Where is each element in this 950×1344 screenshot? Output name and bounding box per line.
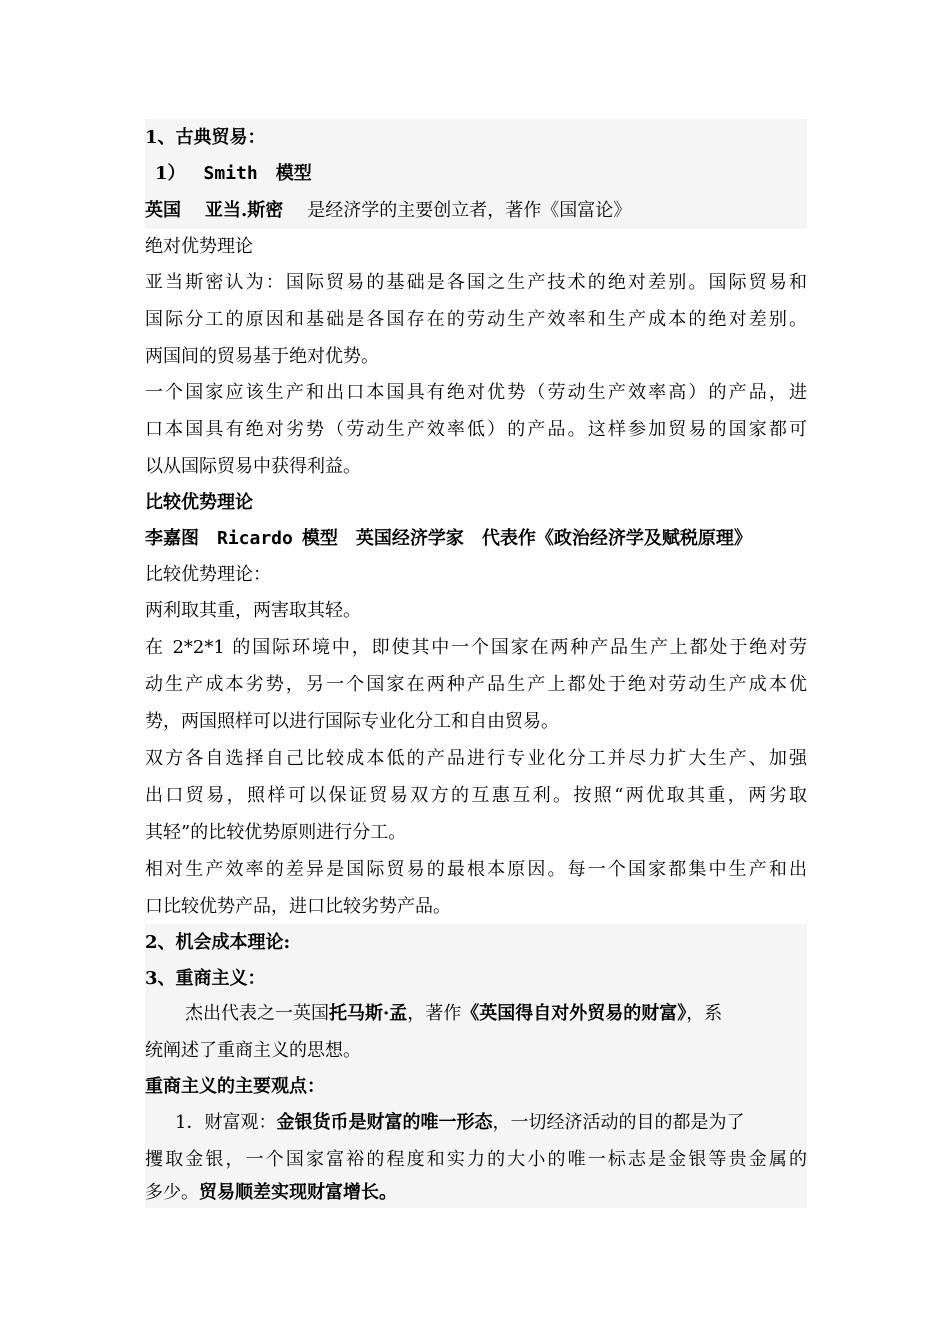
merc-p1-c: ，著作 [407,1003,462,1024]
smith-desc: 是经济学的主要创立者，著作《国富论》 [307,200,632,221]
smith-intro-line [145,192,807,229]
merc-point1-key: 金银货币是财富的唯一形态 [276,1112,493,1133]
section-3-heading: 3、重商主义： [145,960,807,997]
absolute-p2-line-2: 口本国具有绝对劣势（劳动生产效率低）的产品。这样参加贸易的国家都可 [145,419,807,440]
merc-point1-line-1 [145,1104,807,1141]
absolute-p1-line-1: 亚当斯密认为：国际贸易的基础是各国之生产技术的绝对差别。国际贸易和 [145,272,807,293]
merc-p1-line-1 [145,995,807,1032]
merc-point1-label: 1．财富观： [175,1112,277,1133]
comparative-p1-line-1: 在 2*2*1 的国际环境中，即使其中一个国家在两种产品生产上都处于绝对劳 [145,637,807,658]
absolute-advantage-title: 绝对优势理论 [145,236,253,257]
comparative-p2-line-2: 出口贸易，照样可以保证贸易双方的互惠互利。按照“两优取其重，两劣取 [145,785,807,806]
merc-p1-a: 杰出代表之一英国 [185,1003,329,1024]
absolute-p2-line-3: 以从国际贸易中获得利益。 [145,456,361,477]
merc-point1-l3b: 贸易顺差实现财富增长。 [199,1182,397,1203]
ricardo-work: 代表作《政治经济学及赋税原理》 [481,528,752,549]
merc-point1-rest: ，一切经济活动的目的都是为了 [492,1112,745,1133]
smith-model-heading [145,155,807,192]
section-1-heading: 1、古典贸易： [145,119,807,156]
merc-p1-e: ，系 [686,1003,723,1024]
comparative-motto: 两利取其重，两害取其轻。 [145,600,361,621]
smith-name: 亚当.斯密 [205,200,284,221]
comparative-p3-line-2: 口比较优势产品，进口比较劣势产品。 [145,896,451,917]
absolute-p1-line-2: 国际分工的原因和基础是各国存在的劳动生产效率和生产成本的绝对差别。 [145,309,807,330]
comparative-heading: 比较优势理论 [145,492,253,513]
thomas-mun-name: 托马斯·孟 [329,1003,408,1024]
ricardo-role: 英国经济学家 [355,528,464,549]
smith-model-number: 1） [155,163,186,184]
comparative-p3-line-1: 相对生产效率的差异是国际贸易的最根本原因。每一个国家都集中生产和出 [145,859,807,880]
smith-model-name: Smith [203,163,258,184]
merc-point1-line-3 [145,1178,807,1208]
merc-p1-line-2: 统阐述了重商主义的思想。 [145,1032,807,1069]
merc-point1-l3a: 多少。 [145,1182,199,1203]
section-2-heading: 2、机会成本理论: [145,924,807,961]
comparative-p1-line-2: 动生产成本劣势，另一个国家在两种产品生产上都处于绝对劳动生产成本优 [145,674,807,695]
comparative-p1-line-3: 势，两国照样可以进行国际专业化分工和自由贸易。 [145,711,559,732]
absolute-p2-line-1: 一个国家应该生产和出口本国具有绝对优势（劳动生产效率高）的产品，进 [145,382,807,403]
merc-point1-line-2: 攫取金银，一个国家富裕的程度和实力的大小的唯一标志是金银等贵金属的 [145,1141,807,1178]
ricardo-model-word: 模型 [301,528,338,549]
absolute-p1-line-3: 两国间的贸易基于绝对优势。 [145,346,379,367]
ricardo-line [145,520,807,557]
ricardo-model: Ricardo [217,528,293,549]
smith-country: 英国 [145,200,181,221]
comparative-title: 比较优势理论： [145,564,271,585]
merc-views-heading: 重商主义的主要观点： [145,1068,807,1105]
ricardo-name: 李嘉图 [145,528,199,549]
merc-work-title: 《英国得自对外贸易的财富》 [461,1003,687,1024]
smith-model-word: 模型 [275,163,312,184]
comparative-p2-line-1: 双方各自选择自己比较成本低的产品进行专业化分工并尽力扩大生产、加强 [145,748,807,769]
comparative-p2-line-3: 其轻”的比较优势原则进行分工。 [145,822,407,843]
